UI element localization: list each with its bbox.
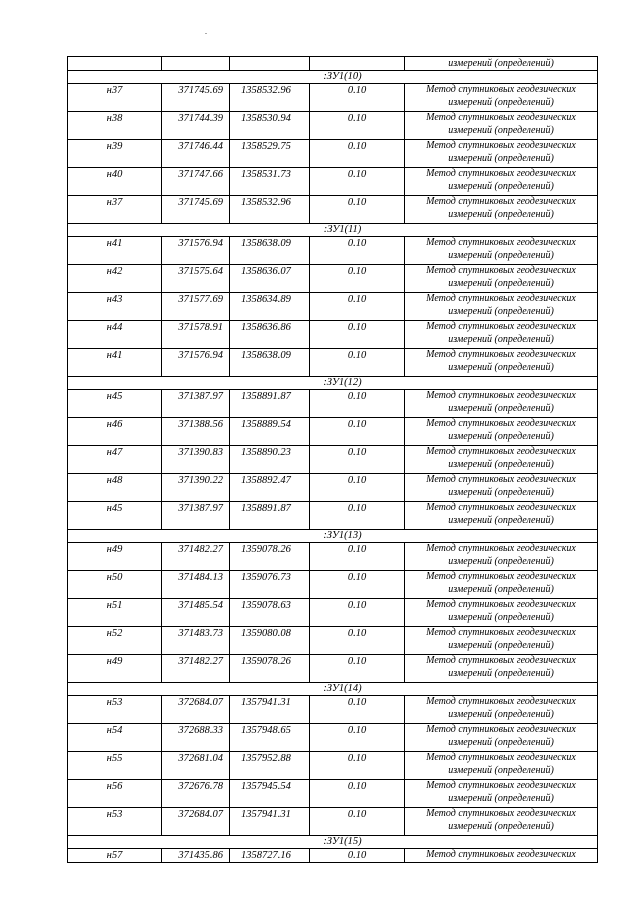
table-row: [68, 849, 598, 863]
table-row: [68, 808, 598, 836]
coordinate-y: 1358636.07: [230, 265, 310, 293]
method-line-2: измерений (определений): [448, 277, 554, 289]
precision-value: 0.10: [310, 571, 405, 599]
point-name: н43: [68, 293, 162, 321]
table-row: [68, 752, 598, 780]
point-name: н50: [68, 571, 162, 599]
coordinate-y: 1358891.87: [230, 390, 310, 418]
coordinate-y: 1357952.88: [230, 752, 310, 780]
method-cell: измерений (определений): [405, 57, 598, 71]
coordinate-x: 371390.22: [162, 474, 230, 502]
coordinate-y: 1358532.96: [230, 196, 310, 224]
precision-value: 0.10: [310, 349, 405, 377]
method-line-2: измерений (определений): [448, 486, 554, 498]
section-header-row: [68, 224, 598, 237]
method-line-2: измерений (определений): [448, 708, 554, 720]
method-line-2: измерений (определений): [448, 458, 554, 470]
coordinate-y: 1357945.54: [230, 780, 310, 808]
method-cell: [405, 571, 598, 599]
method-cell: [405, 265, 598, 293]
coordinate-y: 1357941.31: [230, 808, 310, 836]
precision-value: 0.10: [310, 265, 405, 293]
method-line-2: измерений (определений): [448, 305, 554, 317]
coordinate-x: 371484.13: [162, 571, 230, 599]
point-name: н40: [68, 168, 162, 196]
method-line-1: Метод спутниковых геодезических: [426, 571, 576, 582]
point-name: н57: [68, 849, 162, 863]
coordinate-x: 371746.44: [162, 140, 230, 168]
coordinate-x: 371576.94: [162, 349, 230, 377]
coordinate-x: 371390.83: [162, 446, 230, 474]
coordinate-y: 1358638.09: [230, 237, 310, 265]
coordinate-x: 372684.07: [162, 696, 230, 724]
method-line-1: Метод спутниковых геодезических: [426, 196, 576, 207]
precision-value: 0.10: [310, 84, 405, 112]
method-line-1: Метод спутниковых геодезических: [426, 752, 576, 763]
table-row-continuation: [68, 57, 598, 71]
section-title: :ЗУ1(14): [68, 683, 598, 696]
precision-value: 0.10: [310, 168, 405, 196]
method-line-1: Метод спутниковых геодезических: [426, 696, 576, 707]
section-title: :ЗУ1(11): [68, 224, 598, 237]
method-cell: [405, 627, 598, 655]
method-line-2: измерений (определений): [448, 333, 554, 345]
method-line-1: Метод спутниковых геодезических: [426, 168, 576, 179]
point-name: н55: [68, 752, 162, 780]
method-line-2: измерений (определений): [448, 583, 554, 595]
method-cell: [405, 849, 598, 863]
method-line-2: измерений (определений): [448, 611, 554, 623]
coordinate-y: 1358634.89: [230, 293, 310, 321]
method-line-2: измерений (определений): [448, 792, 554, 804]
table-row: [68, 293, 598, 321]
table-row: [68, 168, 598, 196]
point-name: н46: [68, 418, 162, 446]
table-row: [68, 321, 598, 349]
section-header-row: [68, 71, 598, 84]
table-row: [68, 265, 598, 293]
section-title: :ЗУ1(10): [68, 71, 598, 84]
method-line-1: Метод спутниковых геодезических: [426, 780, 576, 791]
method-line-2: измерений (определений): [448, 514, 554, 526]
method-cell: [405, 808, 598, 836]
method-line-2: измерений (определений): [448, 208, 554, 220]
method-line-2: измерений (определений): [448, 361, 554, 373]
coordinates-table: [67, 56, 598, 863]
point-name: н42: [68, 265, 162, 293]
method-line-2: измерений (определений): [448, 667, 554, 679]
point-name: н49: [68, 655, 162, 683]
cell-empty: [68, 57, 162, 71]
table-row: [68, 349, 598, 377]
point-name: н54: [68, 724, 162, 752]
method-cell: [405, 752, 598, 780]
method-line-2: измерений (определений): [448, 555, 554, 567]
method-cell: [405, 780, 598, 808]
coordinate-x: 371577.69: [162, 293, 230, 321]
method-line-1: Метод спутниковых геодезических: [426, 265, 576, 276]
coordinate-x: 371747.66: [162, 168, 230, 196]
method-line-2: измерений (определений): [448, 820, 554, 832]
method-cell: [405, 321, 598, 349]
method-cell: [405, 390, 598, 418]
precision-value: 0.10: [310, 502, 405, 530]
coordinate-y: 1358890.23: [230, 446, 310, 474]
coordinate-y: 1359080.08: [230, 627, 310, 655]
point-name: н44: [68, 321, 162, 349]
point-name: н45: [68, 502, 162, 530]
method-cell: [405, 696, 598, 724]
method-cell: [405, 543, 598, 571]
coordinate-x: 371745.69: [162, 84, 230, 112]
method-line-1: Метод спутниковых геодезических: [426, 140, 576, 151]
table-row: [68, 627, 598, 655]
table-row: [68, 543, 598, 571]
coordinate-y: 1358892.47: [230, 474, 310, 502]
point-name: н53: [68, 808, 162, 836]
table-row: [68, 696, 598, 724]
point-name: н48: [68, 474, 162, 502]
table-row: [68, 474, 598, 502]
method-line-2: измерений (определений): [448, 249, 554, 261]
coordinate-x: 371485.54: [162, 599, 230, 627]
point-name: н37: [68, 196, 162, 224]
method-line-1: Метод спутниковых геодезических: [426, 84, 576, 95]
method-cell: [405, 502, 598, 530]
precision-value: 0.10: [310, 474, 405, 502]
point-name: н49: [68, 543, 162, 571]
table-row: [68, 446, 598, 474]
method-cell: [405, 724, 598, 752]
coordinate-y: 1358727.16: [230, 849, 310, 863]
coordinate-y: 1359078.26: [230, 655, 310, 683]
precision-value: 0.10: [310, 321, 405, 349]
method-line-2: измерений (определений): [448, 180, 554, 192]
point-name: н37: [68, 84, 162, 112]
precision-value: 0.10: [310, 293, 405, 321]
coordinate-x: 371576.94: [162, 237, 230, 265]
table-row: [68, 655, 598, 683]
point-name: н51: [68, 599, 162, 627]
precision-value: 0.10: [310, 780, 405, 808]
coordinate-x: 371483.73: [162, 627, 230, 655]
table-row: [68, 390, 598, 418]
method-line-2: измерений (определений): [448, 430, 554, 442]
table-row: [68, 502, 598, 530]
point-name: н41: [68, 237, 162, 265]
precision-value: 0.10: [310, 418, 405, 446]
coordinate-x: 372676.78: [162, 780, 230, 808]
coordinate-y: 1358530.94: [230, 112, 310, 140]
point-name: н45: [68, 390, 162, 418]
coordinate-y: 1359078.63: [230, 599, 310, 627]
precision-value: 0.10: [310, 599, 405, 627]
coordinate-y: 1358529.75: [230, 140, 310, 168]
method-line-1: Метод спутниковых геодезических: [426, 112, 576, 123]
method-line-1: Метод спутниковых геодезических: [426, 599, 576, 610]
point-name: н39: [68, 140, 162, 168]
table-row: [68, 599, 598, 627]
point-name: н52: [68, 627, 162, 655]
precision-value: 0.10: [310, 140, 405, 168]
method-cell: [405, 446, 598, 474]
precision-value: 0.10: [310, 543, 405, 571]
method-line-1: Метод спутниковых геодезических: [426, 237, 576, 248]
method-line-2: измерений (определений): [448, 402, 554, 414]
point-name: н41: [68, 349, 162, 377]
method-cell: [405, 237, 598, 265]
method-line-1: Метод спутниковых геодезических: [426, 321, 576, 332]
section-title: :ЗУ1(12): [68, 377, 598, 390]
method-line-1: Метод спутниковых геодезических: [426, 543, 576, 554]
table-row: [68, 140, 598, 168]
coordinate-y: 1358891.87: [230, 502, 310, 530]
precision-value: 0.10: [310, 446, 405, 474]
coordinate-x: 371435.86: [162, 849, 230, 863]
table-row: [68, 724, 598, 752]
method-line-1: Метод спутниковых геодезических: [426, 418, 576, 429]
coordinate-y: 1359078.26: [230, 543, 310, 571]
method-line-1: Метод спутниковых геодезических: [426, 390, 576, 401]
precision-value: 0.10: [310, 849, 405, 863]
coordinate-x: 371387.97: [162, 502, 230, 530]
precision-value: 0.10: [310, 655, 405, 683]
section-header-row: [68, 377, 598, 390]
precision-value: 0.10: [310, 724, 405, 752]
point-name: н56: [68, 780, 162, 808]
method-line-1: Метод спутниковых геодезических: [426, 446, 576, 457]
method-line-1: Метод спутниковых геодезических: [426, 627, 576, 638]
coordinate-x: 371578.91: [162, 321, 230, 349]
method-line-2: измерений (определений): [448, 124, 554, 136]
method-line-2: измерений (определений): [448, 639, 554, 651]
cell-empty: [310, 57, 405, 71]
coordinates-table-body: [68, 57, 598, 863]
method-line-1: Метод спутниковых геодезических: [426, 502, 576, 513]
method-cell: [405, 84, 598, 112]
method-cell: [405, 112, 598, 140]
point-name: н47: [68, 446, 162, 474]
coordinate-y: 1358532.96: [230, 84, 310, 112]
method-cell: [405, 349, 598, 377]
table-row: [68, 571, 598, 599]
precision-value: 0.10: [310, 390, 405, 418]
method-cell: [405, 599, 598, 627]
coordinate-x: 371744.39: [162, 112, 230, 140]
point-name: н38: [68, 112, 162, 140]
precision-value: 0.10: [310, 196, 405, 224]
point-name: н53: [68, 696, 162, 724]
coordinate-y: 1358889.54: [230, 418, 310, 446]
method-cell: [405, 168, 598, 196]
method-line-2: измерений (определений): [448, 96, 554, 108]
table-row: [68, 780, 598, 808]
coordinate-x: 372681.04: [162, 752, 230, 780]
coordinate-y: 1358638.09: [230, 349, 310, 377]
method-cell: [405, 196, 598, 224]
method-line-1: Метод спутниковых геодезических: [426, 349, 576, 360]
table-row: [68, 196, 598, 224]
cell-empty: [162, 57, 230, 71]
method-cell: [405, 655, 598, 683]
method-line-2: измерений (определений): [448, 736, 554, 748]
table-row: [68, 84, 598, 112]
table-row: [68, 237, 598, 265]
method-line-1: Метод спутниковых геодезических: [426, 849, 576, 860]
precision-value: 0.10: [310, 627, 405, 655]
method-cell: [405, 418, 598, 446]
method-line-2: измерений (определений): [448, 764, 554, 776]
coordinate-x: 372688.33: [162, 724, 230, 752]
section-header-row: [68, 836, 598, 849]
scan-speck: [205, 33, 207, 34]
coordinate-x: 371387.97: [162, 390, 230, 418]
coordinate-x: 371482.27: [162, 543, 230, 571]
table-row: [68, 418, 598, 446]
section-header-row: [68, 530, 598, 543]
method-line-1: Метод спутниковых геодезических: [426, 655, 576, 666]
section-title: :ЗУ1(13): [68, 530, 598, 543]
coordinate-x: 371388.56: [162, 418, 230, 446]
coordinate-y: 1358636.86: [230, 321, 310, 349]
method-line-1: Метод спутниковых геодезических: [426, 808, 576, 819]
coordinate-x: 371745.69: [162, 196, 230, 224]
precision-value: 0.10: [310, 752, 405, 780]
precision-value: 0.10: [310, 808, 405, 836]
coordinate-y: 1357941.31: [230, 696, 310, 724]
precision-value: 0.10: [310, 696, 405, 724]
cell-empty: [230, 57, 310, 71]
coordinate-y: 1357948.65: [230, 724, 310, 752]
method-line-1: Метод спутниковых геодезических: [426, 474, 576, 485]
section-title: :ЗУ1(15): [68, 836, 598, 849]
table-row: [68, 112, 598, 140]
coordinate-x: 372684.07: [162, 808, 230, 836]
coordinate-y: 1358531.73: [230, 168, 310, 196]
coordinate-x: 371575.64: [162, 265, 230, 293]
coordinate-y: 1359076.73: [230, 571, 310, 599]
precision-value: 0.10: [310, 237, 405, 265]
section-header-row: [68, 683, 598, 696]
method-line-1: Метод спутниковых геодезических: [426, 293, 576, 304]
method-cell: [405, 293, 598, 321]
method-line-2: измерений (определений): [448, 152, 554, 164]
method-line-1: Метод спутниковых геодезических: [426, 724, 576, 735]
method-cell: [405, 140, 598, 168]
precision-value: 0.10: [310, 112, 405, 140]
method-cell: [405, 474, 598, 502]
coordinate-x: 371482.27: [162, 655, 230, 683]
